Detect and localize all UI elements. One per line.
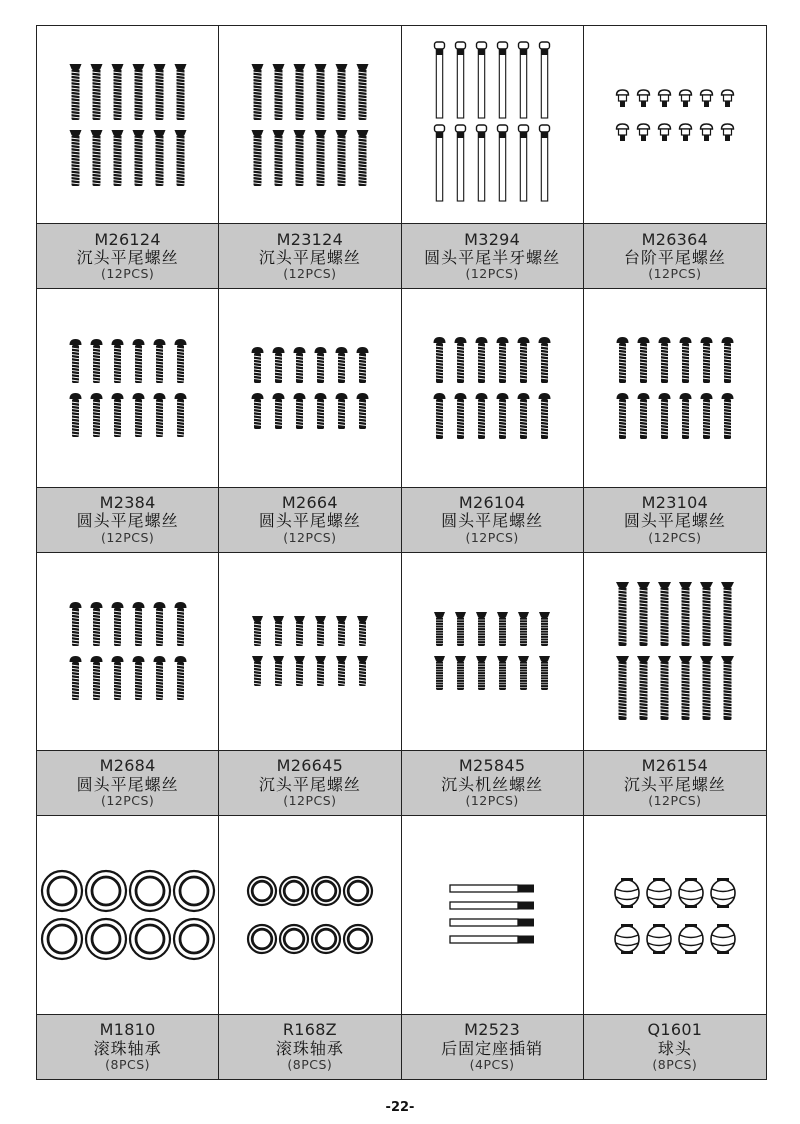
screw-item — [252, 656, 263, 686]
screw-item — [174, 656, 186, 700]
screw-item — [616, 393, 628, 439]
part-cell — [584, 553, 766, 816]
bearing-item — [248, 925, 276, 953]
screw-item — [497, 393, 509, 439]
screw-item — [540, 42, 550, 118]
part-cell — [219, 816, 401, 1079]
screw-item — [539, 612, 550, 646]
screw-item — [498, 125, 508, 201]
part-name: 沉头平尾螺丝 — [623, 774, 726, 794]
screw-item — [293, 64, 305, 120]
screw-item — [90, 656, 102, 700]
part-label — [219, 487, 400, 552]
screw-item — [335, 64, 347, 120]
screw-item — [314, 393, 326, 429]
part-cell — [37, 816, 219, 1079]
part-label — [584, 750, 766, 815]
screw-item — [700, 337, 712, 383]
screw-item — [174, 393, 186, 437]
part-label — [584, 1014, 766, 1079]
screw-item — [314, 64, 326, 120]
screw-item — [272, 393, 284, 429]
part-code: M2523 — [464, 1020, 521, 1040]
screw-item — [111, 64, 123, 120]
bearing-item — [280, 925, 308, 953]
screw-item — [721, 656, 734, 720]
part-quantity: (12PCS) — [648, 266, 702, 282]
screw-item — [456, 42, 466, 118]
screw-item — [455, 393, 467, 439]
screw-item — [658, 656, 671, 720]
screw-item — [153, 393, 165, 437]
part-name: 后固定座插销 — [441, 1038, 544, 1058]
screw-item — [335, 393, 347, 429]
countersunk-machine-screw-icon — [402, 556, 582, 746]
screw-item — [518, 337, 530, 383]
screw-item — [293, 347, 305, 383]
round-head-screw-icon — [38, 293, 218, 483]
part-illustration — [402, 289, 583, 486]
screw-item — [700, 393, 712, 439]
round-head-screw-icon — [38, 556, 218, 746]
countersunk-screw-icon — [220, 30, 400, 220]
screw-item — [356, 64, 368, 120]
part-name: 沉头平尾螺丝 — [76, 248, 179, 268]
screw-item — [293, 130, 305, 186]
screw-item — [90, 393, 102, 437]
screw-item — [111, 602, 123, 646]
pin-item — [450, 884, 534, 892]
part-cell — [584, 289, 766, 552]
screw-item — [315, 616, 326, 646]
part-quantity: (8PCS) — [287, 1057, 333, 1073]
screw-item — [273, 656, 284, 686]
part-illustration — [584, 26, 766, 223]
bearing-item — [344, 877, 372, 905]
screw-item — [90, 339, 102, 383]
screw-item — [111, 656, 123, 700]
part-label — [37, 750, 218, 815]
part-cell — [584, 26, 766, 289]
screw-item — [69, 339, 81, 383]
screw-item — [518, 393, 530, 439]
part-code: M3294 — [464, 229, 521, 249]
ball-bearing-icon — [38, 820, 218, 1010]
part-name: 沉头平尾螺丝 — [258, 248, 361, 268]
screw-item — [153, 602, 165, 646]
part-label — [584, 223, 766, 288]
screw-item — [251, 393, 263, 429]
screw-item — [153, 130, 165, 186]
screw-item — [356, 347, 368, 383]
ball-head-item — [647, 878, 671, 908]
ball-bearing-icon — [220, 820, 400, 1010]
screw-item — [658, 393, 670, 439]
part-label — [584, 487, 766, 552]
part-name: 圆头平尾螺丝 — [623, 511, 726, 531]
part-quantity: (8PCS) — [652, 1057, 698, 1073]
parts-grid — [36, 25, 767, 1080]
part-name: 球头 — [657, 1038, 692, 1058]
part-cell — [37, 553, 219, 816]
part-code: M1810 — [99, 1020, 156, 1040]
part-cell — [219, 26, 401, 289]
part-label — [402, 750, 583, 815]
part-cell — [37, 26, 219, 289]
screw-item — [519, 125, 529, 201]
part-cell — [219, 289, 401, 552]
screw-item — [679, 393, 691, 439]
screw-item — [679, 90, 691, 107]
screw-item — [679, 656, 692, 720]
screw-item — [293, 393, 305, 429]
part-quantity: (12PCS) — [100, 529, 155, 545]
part-cell — [402, 26, 584, 289]
part-label — [219, 1014, 400, 1079]
part-illustration — [37, 289, 218, 486]
bearing-item — [174, 919, 214, 959]
part-quantity: (12PCS) — [465, 266, 519, 282]
screw-item — [434, 656, 445, 690]
screw-item — [658, 337, 670, 383]
part-label — [402, 223, 583, 288]
screw-item — [498, 42, 508, 118]
part-code: M2664 — [281, 492, 338, 512]
screw-item — [335, 347, 347, 383]
screw-item — [69, 64, 81, 120]
bearing-item — [86, 919, 126, 959]
part-quantity: (12PCS) — [648, 792, 702, 808]
bearing-item — [312, 877, 340, 905]
part-illustration — [402, 26, 583, 223]
part-code: Q1601 — [647, 1020, 703, 1040]
part-code: M26104 — [458, 492, 526, 512]
screw-item — [132, 64, 144, 120]
part-illustration — [219, 553, 400, 750]
part-label — [402, 487, 583, 552]
part-illustration — [37, 26, 218, 223]
screw-item — [111, 130, 123, 186]
screw-item — [132, 339, 144, 383]
screw-item — [272, 347, 284, 383]
part-code: R168Z — [282, 1020, 337, 1040]
part-illustration — [37, 553, 218, 750]
screw-item — [518, 656, 529, 690]
screw-item — [434, 393, 446, 439]
screw-item — [251, 347, 263, 383]
screw-item — [637, 393, 649, 439]
screw-item — [174, 339, 186, 383]
part-code: M23124 — [276, 229, 344, 249]
part-name: 沉头机丝螺丝 — [441, 774, 544, 794]
countersunk-screw-icon — [38, 30, 218, 220]
screw-item — [315, 656, 326, 686]
part-code: M23104 — [641, 492, 709, 512]
screw-item — [252, 616, 263, 646]
part-name: 滚珠轴承 — [93, 1038, 162, 1058]
bearing-item — [130, 919, 170, 959]
part-cell — [402, 289, 584, 552]
pin-item — [450, 935, 534, 943]
part-code: M2684 — [99, 756, 156, 776]
screw-item — [637, 90, 649, 107]
screw-item — [721, 124, 733, 141]
screw-item — [539, 393, 551, 439]
mount-pin-icon — [402, 820, 582, 1010]
part-illustration — [402, 816, 583, 1014]
part-quantity: (12PCS) — [648, 529, 702, 545]
countersunk-screw-icon — [585, 556, 765, 746]
screw-item — [700, 90, 712, 107]
screw-item — [476, 337, 488, 383]
screw-item — [658, 582, 671, 646]
screw-item — [497, 337, 509, 383]
part-cell — [402, 816, 584, 1079]
screw-item — [294, 656, 305, 686]
part-name: 圆头平尾螺丝 — [76, 774, 179, 794]
screw-item — [700, 124, 712, 141]
ball-head-item — [679, 878, 703, 908]
screw-item — [497, 656, 508, 690]
screw-item — [616, 90, 628, 107]
screw-item — [616, 582, 629, 646]
screw-item — [679, 582, 692, 646]
part-label — [37, 223, 218, 288]
part-name: 圆头平尾半牙螺丝 — [424, 248, 561, 268]
screw-item — [251, 130, 263, 186]
part-quantity: (12PCS) — [100, 792, 155, 808]
part-name: 圆头平尾螺丝 — [441, 511, 544, 531]
screw-item — [477, 125, 487, 201]
screw-item — [90, 64, 102, 120]
screw-item — [721, 582, 734, 646]
ball-head-item — [615, 878, 639, 908]
round-head-screw-icon — [402, 293, 582, 483]
screw-item — [455, 656, 466, 690]
screw-item — [273, 616, 284, 646]
screw-item — [518, 612, 529, 646]
pin-item — [450, 918, 534, 926]
screw-item — [497, 612, 508, 646]
screw-item — [637, 582, 650, 646]
screw-item — [721, 90, 733, 107]
screw-item — [272, 64, 284, 120]
part-quantity: (12PCS) — [283, 529, 337, 545]
part-label — [219, 750, 400, 815]
part-quantity: (12PCS) — [465, 529, 519, 545]
screw-item — [477, 42, 487, 118]
ball-head-item — [711, 878, 735, 908]
screw-item — [435, 125, 445, 201]
part-name: 圆头平尾螺丝 — [76, 511, 179, 531]
screw-item — [356, 393, 368, 429]
screw-item — [132, 393, 144, 437]
screw-item — [251, 64, 263, 120]
page-number: -22- — [385, 1100, 415, 1115]
screw-item — [700, 582, 713, 646]
part-illustration — [402, 553, 583, 750]
bearing-item — [86, 871, 126, 911]
part-name: 圆头平尾螺丝 — [258, 511, 361, 531]
part-label — [37, 1014, 218, 1079]
screw-item — [111, 393, 123, 437]
part-illustration — [584, 816, 766, 1014]
screw-item — [539, 337, 551, 383]
screw-item — [616, 337, 628, 383]
part-quantity: (8PCS) — [105, 1057, 151, 1073]
part-label — [219, 223, 400, 288]
screw-item — [455, 612, 466, 646]
screw-item — [69, 130, 81, 186]
screw-item — [90, 602, 102, 646]
screw-item — [335, 130, 347, 186]
part-cell — [37, 289, 219, 552]
screw-item — [435, 42, 445, 118]
screw-item — [519, 42, 529, 118]
pin-item — [450, 901, 534, 909]
screw-item — [174, 130, 186, 186]
screw-item — [476, 393, 488, 439]
screw-item — [336, 616, 347, 646]
bearing-item — [42, 919, 82, 959]
part-illustration — [584, 289, 766, 486]
screw-item — [637, 124, 649, 141]
part-cell — [584, 816, 766, 1079]
screw-item — [721, 393, 733, 439]
screw-item — [476, 612, 487, 646]
bearing-item — [42, 871, 82, 911]
part-illustration — [219, 816, 400, 1014]
part-quantity: (12PCS) — [100, 266, 155, 282]
screw-item — [679, 337, 691, 383]
screw-item — [111, 339, 123, 383]
screw-item — [455, 337, 467, 383]
part-code: M26645 — [276, 756, 344, 776]
part-illustration — [219, 289, 400, 486]
bearing-item — [130, 871, 170, 911]
part-cell — [219, 553, 401, 816]
screw-item — [637, 656, 650, 720]
step-screw-icon — [585, 30, 765, 220]
screw-item — [132, 656, 144, 700]
screw-item — [357, 616, 368, 646]
bearing-item — [248, 877, 276, 905]
screw-item — [153, 339, 165, 383]
screw-item — [540, 125, 550, 201]
part-code: M26124 — [94, 229, 161, 249]
screw-item — [456, 125, 466, 201]
screw-item — [357, 656, 368, 686]
screw-item — [434, 337, 446, 383]
part-label — [37, 487, 218, 552]
part-code: M2384 — [99, 492, 156, 512]
screw-item — [721, 337, 733, 383]
bearing-item — [344, 925, 372, 953]
part-name: 滚珠轴承 — [275, 1038, 344, 1058]
part-code: M25845 — [458, 756, 526, 776]
screw-item — [90, 130, 102, 186]
bearing-item — [280, 877, 308, 905]
screw-item — [153, 656, 165, 700]
screw-item — [314, 347, 326, 383]
screw-item — [356, 130, 368, 186]
part-quantity: (4PCS) — [469, 1057, 515, 1073]
half-thread-screw-icon — [402, 30, 582, 220]
part-name: 台阶平尾螺丝 — [623, 248, 726, 268]
screw-item — [658, 90, 670, 107]
screw-item — [153, 64, 165, 120]
screw-item — [69, 602, 81, 646]
part-code: M26154 — [641, 756, 709, 776]
screw-item — [69, 656, 81, 700]
part-cell — [402, 553, 584, 816]
ball-head-item — [615, 924, 639, 954]
screw-item — [336, 656, 347, 686]
part-quantity: (12PCS) — [283, 266, 337, 282]
part-quantity: (12PCS) — [465, 792, 519, 808]
screw-item — [314, 130, 326, 186]
screw-item — [174, 602, 186, 646]
part-name: 沉头平尾螺丝 — [258, 774, 361, 794]
round-head-screw-icon — [585, 293, 765, 483]
part-illustration — [219, 26, 400, 223]
bearing-item — [312, 925, 340, 953]
screw-item — [539, 656, 550, 690]
screw-item — [132, 602, 144, 646]
part-illustration — [584, 553, 766, 750]
screw-item — [637, 337, 649, 383]
ball-head-item — [679, 924, 703, 954]
screw-item — [476, 656, 487, 690]
screw-item — [132, 130, 144, 186]
part-label — [402, 1014, 583, 1079]
screw-item — [294, 616, 305, 646]
screw-item — [658, 124, 670, 141]
ball-head-item — [711, 924, 735, 954]
part-illustration — [37, 816, 218, 1014]
countersunk-screw-icon — [220, 556, 400, 746]
screw-item — [700, 656, 713, 720]
part-quantity: (12PCS) — [283, 792, 337, 808]
screw-item — [272, 130, 284, 186]
screw-item — [616, 124, 628, 141]
screw-item — [69, 393, 81, 437]
screw-item — [174, 64, 186, 120]
ball-head-icon — [585, 820, 765, 1010]
screw-item — [679, 124, 691, 141]
ball-head-item — [647, 924, 671, 954]
screw-item — [616, 656, 629, 720]
round-head-screw-icon — [220, 293, 400, 483]
bearing-item — [174, 871, 214, 911]
screw-item — [434, 612, 445, 646]
part-code: M26364 — [641, 229, 709, 249]
